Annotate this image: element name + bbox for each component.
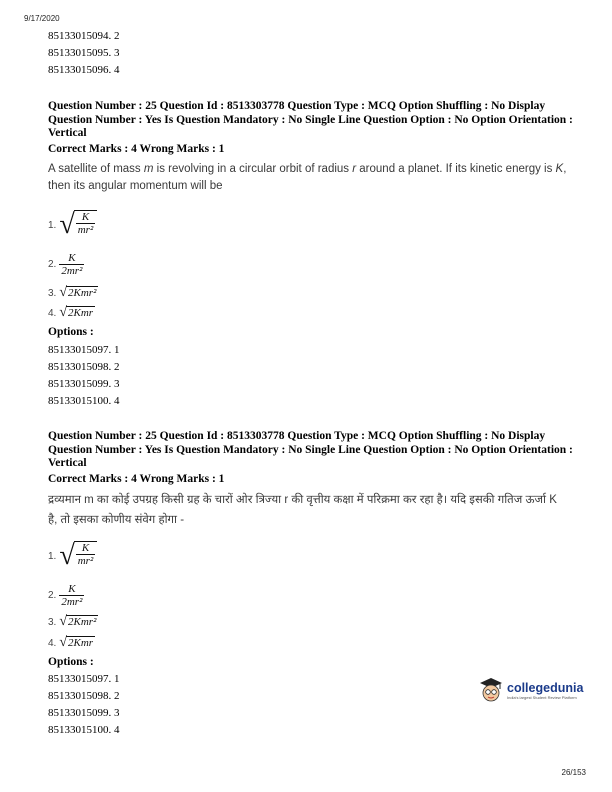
option-line: 85133015100. 4 — [48, 724, 120, 736]
page-number: 26/153 — [561, 768, 586, 777]
choice-4: 4. √ 2Kmr — [48, 305, 94, 320]
question-header: Question Number : 25 Question Id : 8513303778 Question Type : MCQ Option Shuffling : No Display Question Number : Yes Is Question Mandatory : No Single Line Question Option : No Option Orientation : Vertical — [48, 430, 573, 469]
options-label: Options : — [48, 656, 94, 668]
sqrt-expression: √ 2Kmr — [59, 635, 94, 650]
marks-line: Correct Marks : 4 Wrong Marks : 1 — [48, 143, 225, 155]
sqrt-expression: √ 2Kmr² — [59, 285, 97, 300]
brand-name: collegedunia — [507, 680, 584, 695]
print-date: 9/17/2020 — [24, 14, 60, 23]
collegedunia-logo — [478, 676, 583, 704]
question-header: Question Number : 25 Question Id : 8513303778 Question Type : MCQ Option Shuffling : No Display Question Number : Yes Is Question Mandatory : No Single Line Question Option : No Option Orientation : Vertical — [48, 100, 573, 139]
option-line: 85133015099. 3 — [48, 707, 120, 719]
choice-3: 3. √ 2Kmr² — [48, 614, 97, 629]
prev-option-line: 85133015095. 3 — [48, 47, 120, 59]
option-line: 85133015097. 1 — [48, 673, 120, 685]
choice-2: 2. $\frac{K}{\text{2mr²}}$ — [48, 583, 83, 608]
sqrt-expression: √ 2Kmr — [59, 305, 94, 320]
choice-1: 1. √ $\frac{K}{\text{mr²}}$ — [48, 210, 97, 240]
option-line: 85133015098. 2 — [48, 690, 120, 702]
option-line: 85133015100. 4 — [48, 395, 120, 407]
choice-4: 4. √ 2Kmr — [48, 635, 94, 650]
sqrt-expression: √ $\frac{K}{\text{mr²}}$ — [59, 210, 97, 240]
fraction-expression: $\frac{K}{\text{2mr²}}$ — [61, 583, 83, 608]
marks-line: Correct Marks : 4 Wrong Marks : 1 — [48, 473, 225, 485]
option-line: 85133015099. 3 — [48, 378, 120, 390]
brand-tagline: India's largest Student Review Platform — [507, 694, 577, 700]
option-line: 85133015097. 1 — [48, 344, 120, 356]
sqrt-expression: √ 2Kmr² — [59, 614, 97, 629]
prev-option-line: 85133015094. 2 — [48, 30, 120, 42]
graduate-mascot-icon — [478, 676, 504, 704]
question-text: द्रव्यमान m का कोई उपग्रह किसी ग्रह के चारों ओर त्रिज्या r की वृत्तीय कक्षा में परिक्रमा कर रहा है। यदि इसकी गतिज ऊर्जा K है, तो इसका कोणीय संवेग होगा - — [48, 494, 557, 526]
question-text: A satellite of mass m is revolving in a circular orbit of radius r around a planet. If its kinetic energy is K, then its angular momentum will be — [48, 163, 567, 192]
options-label: Options : — [48, 326, 94, 338]
choice-2: 2. $\frac{K}{\text{2mr²}}$ — [48, 252, 83, 277]
fraction-expression: $\frac{K}{\text{2mr²}}$ — [61, 252, 83, 277]
option-line: 85133015098. 2 — [48, 361, 120, 373]
choice-3: 3. √ 2Kmr² — [48, 285, 97, 300]
sqrt-expression: √ $\frac{K}{\text{mr²}}$ — [59, 541, 97, 571]
prev-option-line: 85133015096. 4 — [48, 64, 120, 76]
choice-1: 1. √ $\frac{K}{\text{mr²}}$ — [48, 541, 97, 571]
